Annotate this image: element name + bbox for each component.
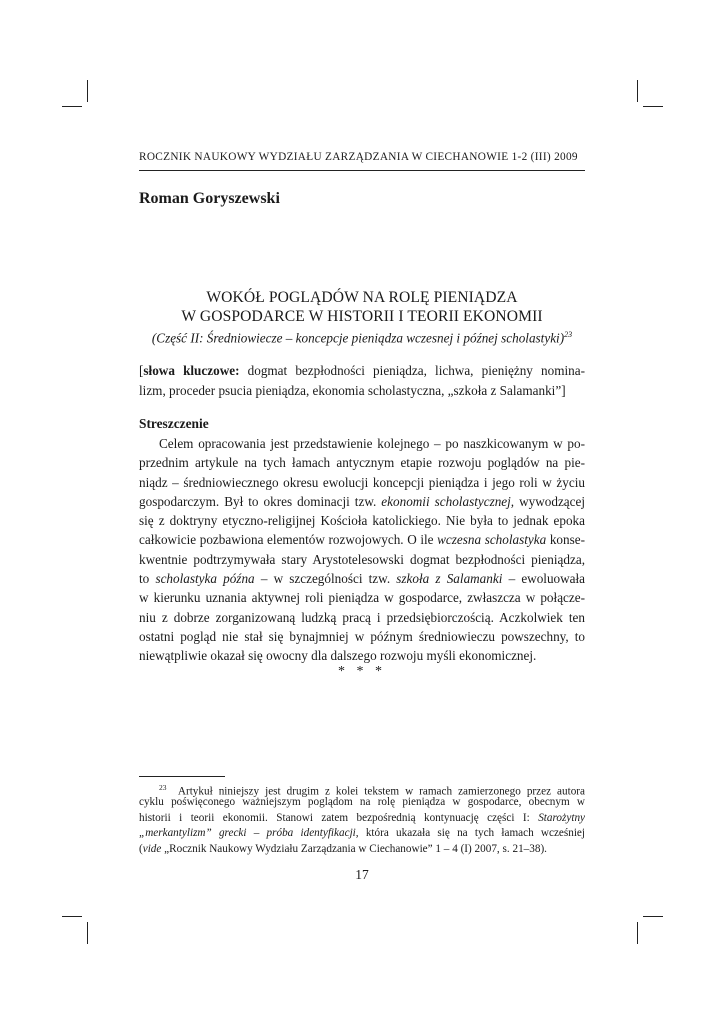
page-number: 17 — [355, 867, 369, 882]
footnote-emphasis: Starożytny — [538, 811, 586, 824]
footnote-rule — [139, 776, 225, 777]
section-separator: * * * — [338, 664, 386, 679]
footnote-line — [139, 811, 585, 826]
abstract-body — [139, 434, 585, 666]
abstract-line — [139, 569, 585, 588]
subtitle — [139, 326, 585, 347]
footnote-emphasis: „merkantylizm” grecki – próba identyfikacji, — [139, 827, 359, 840]
abstract-line: Celem opracowania jest przedstawienie kolejnego – po naszkicowanym w po- — [159, 436, 585, 451]
author-name: Roman Goryszewski — [139, 190, 280, 207]
crop-mark — [643, 106, 663, 107]
crop-mark — [643, 916, 663, 917]
footnote-line — [139, 780, 585, 798]
footnote-line: cyklu poświęconego ważniejszym poglądom na rolę pieniądza w gospodarce, obecnym w — [139, 796, 585, 809]
keywords-label: słowa kluczowe: — [143, 363, 240, 378]
crop-mark — [62, 106, 82, 107]
abstract-fragment: wywodzącej — [519, 493, 586, 509]
abstract-line — [139, 492, 585, 511]
keywords-text: dogmat bezpłodności pieniądza, lichwa, pieniężny nomina- — [247, 363, 585, 378]
crop-mark — [62, 916, 82, 917]
abstract-line: niewątpliwie okazał się owocny dla dalszego rozwoju myśli ekonomicznej. — [139, 648, 537, 664]
article-title — [139, 288, 585, 347]
footnote-fragment: która ukazała się na tych łamach wcześniej — [365, 827, 585, 840]
keywords — [139, 361, 585, 400]
header-rule — [139, 170, 585, 171]
abstract-fragment: to — [139, 571, 150, 587]
abstract-emphasis: szkoła z Salamanki — [396, 571, 503, 587]
abstract-fragment: całkowicie pozbawiona elementów rozwojowych. O ile — [139, 532, 434, 548]
abstract-line: niu z dobrze zorganizowaną ludzką pracą i przedsiębiorczością. Aczkolwiek ten — [139, 609, 585, 625]
abstract-fragment: konse- — [549, 532, 585, 548]
journal-header: ROCZNIK NAUKOWY WYDZIAŁU ZARZĄDZANIA W CIECHANOWIE 1-2 (III) 2009 — [139, 151, 578, 163]
abstract-emphasis: wczesna scholastyka — [437, 532, 547, 548]
abstract-fragment: – ewoluowała — [508, 571, 586, 587]
title-line-1: WOKÓŁ POGLĄDÓW NA ROLĘ PIENIĄDZA — [206, 289, 518, 306]
footnote-line — [139, 826, 585, 841]
footnote-fragment: ( — [139, 842, 143, 855]
abstract-emphasis: ekonomii scholastycznej, — [381, 493, 515, 509]
footnote-line — [139, 842, 585, 857]
abstract-line: ostatni pogląd nie stał się bynajmniej w późnym średniowieczu powszechny, to — [139, 628, 585, 644]
crop-mark — [87, 922, 88, 944]
abstract-line: przednim artykule na tych łamach antycznym etapie rozwoju poglądów na pie- — [139, 455, 585, 471]
keywords-line — [139, 361, 585, 381]
subtitle-text: (Część II: Średniowiecze – koncepcje pieniądza wczesnej i późnej scholastyki) — [151, 330, 565, 346]
abstract-fragment: gospodarczym. Był to okres dominacji tzw. — [139, 493, 377, 509]
abstract-line: się z doktryny etyczno-religijnej Kościoła katolickiego. Nie była to jednak epoka — [139, 513, 585, 529]
abstract-heading: Streszczenie — [139, 416, 209, 431]
footnote-fragment: historii i teorii ekonomii. Stanowi zatem bezpośrednią kontynuację części I: — [139, 811, 530, 824]
keywords-open-bracket: [ — [139, 363, 144, 378]
footnote-fragment: Artykuł niniejszy jest drugim z kolei tekstem w ramach zamierzonego przez autora — [177, 785, 585, 798]
crop-mark — [637, 922, 638, 944]
footnote-fragment: „Rocznik Naukowy Wydziału Zarządzania w Ciechanowie” 1 – 4 (I) 2007, s. 21–38). — [164, 842, 547, 855]
abstract-line: kwentnie podtrzymywała stary Arystotelesowski dogmat bezpłodności pieniądza, — [139, 551, 585, 567]
abstract-line: niądz – średniowiecznego okresu ewolucji koncepcji pieniądza i jego roli w życiu — [139, 474, 585, 490]
abstract-fragment: – w szczególności tzw. — [260, 571, 391, 587]
crop-mark — [87, 80, 88, 102]
title-line-2: W GOSPODARCE W HISTORII I TEORII EKONOMII — [181, 308, 543, 325]
footnote-number: 23 — [159, 783, 167, 792]
footnote-emphasis: vide — [142, 842, 162, 855]
abstract-emphasis: scholastyka późna — [155, 571, 255, 587]
abstract-line — [139, 530, 585, 549]
footnote-reference: 23 — [564, 330, 573, 339]
keywords-line: lizm, proceder psucia pieniądza, ekonomia scholastyczna, „szkoła z Salamanki”] — [139, 382, 566, 398]
crop-mark — [637, 80, 638, 102]
footnote — [139, 780, 585, 857]
abstract-line: w kierunku uznania aktywnej roli pieniądza w gospodarce, zwłaszcza w połącze- — [139, 590, 585, 606]
